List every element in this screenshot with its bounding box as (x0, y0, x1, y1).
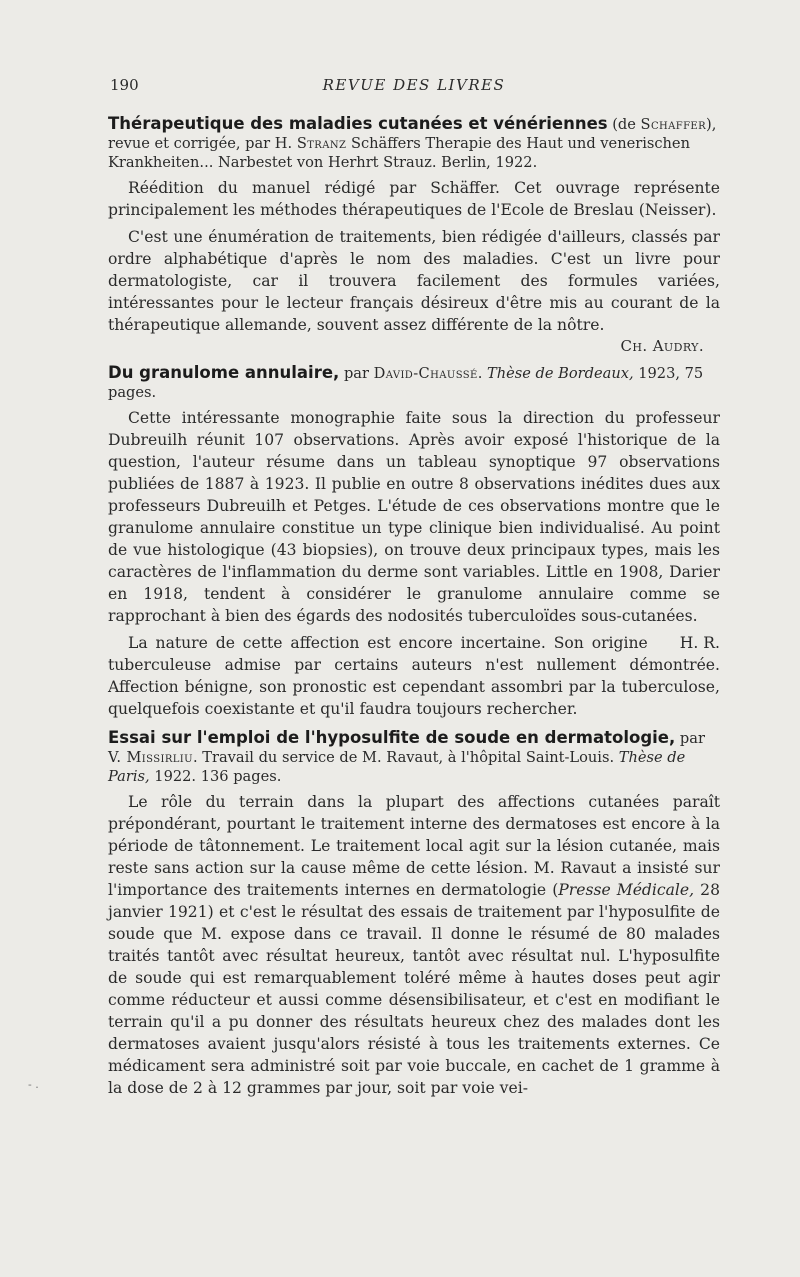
review-heading: Essai sur l'emploi de l'hyposulfite de soude en dermatologie, par V. Missirliu. Travail du service de M. Ravaut, à l'hôpital Saint-Louis. Thèse de Paris, 1922. 136 pages. (108, 728, 705, 785)
review-author: David-Chaussé (373, 365, 478, 382)
review-signature: Ch. Audry. (620, 337, 704, 355)
page-header (108, 74, 720, 98)
review-source: Thèse de Paris, (108, 749, 686, 785)
page-number: 190 (110, 76, 139, 94)
review-paragraph: Cette intéressante monographie faite sous la direction du professeur Dubreuilh réunit 107 observations. Après avoir exposé l'historique de la question, l'auteur résume dans un tableau synoptique 97 observations publiées de 1887 à 1923. Il publie en outre 8 observations inédites dues aux professeurs Dubreuilh et Petges. L'étude de ces observations montre que le granulome annulaire constitue un type clinique bien individualisé. Au point de vue histologique (43 biopsies), on trouve deux principaux types, mais les caractères de l'inflammation du derme sont variables. Little en 1908, Darier en 1918, tendent à considérer le granulome annulaire comme se rapprochant à bien des égards des nodosités tuberculoïdes sous-cutanées. (108, 409, 720, 625)
review-paragraph: Le rôle du terrain dans la plupart des affections cutanées paraît prépondérant, pourtant le traitement interne des dermatoses est encore à la période de tâtonnement. Le traitement local agit sur la lésion cutanée, mais reste sans action sur la cause même de cette lésion. M. Ravaut a insisté sur l'importance des traitements internes en dermatologie (Presse Médicale, 28 janvier 1921) et c'est le résultat des essais de traitement par l'hyposulfite de soude que M. expose dans ce travail. Il donne le résumé de 80 malades traités tantôt avec résultat heureux, tantôt avec résultat nul. L'hyposulfite de soude qui est remarquablement toléré même à hautes doses peut agir comme réducteur et aussi comme désensibilisateur, et c'est en modifiant le terrain qu'il a pu donner des résultats heureux chez des malades dont les dermatoses avaient jusqu'alors résisté à tous les traitements externes. Ce médicament sera administré soit par voie buccale, en cachet de 1 gramme à la dose de 2 à 12 grammes par jour, soit par voie vei- (108, 793, 720, 1097)
review-author: Schaffer (640, 116, 707, 133)
review-paragraph: Réédition du manuel rédigé par Schäffer. Cet ouvrage représente principalement les méthodes thérapeutiques de l'Ecole de Breslau (Neisser). (108, 179, 720, 219)
review-reviser: Stranz (296, 135, 347, 152)
margin-mark: - . (28, 1078, 39, 1091)
review-therapeutique (108, 114, 720, 355)
review-source: Thèse de Bordeaux, (487, 365, 634, 382)
running-title (108, 76, 720, 94)
book-page (108, 74, 720, 1099)
review-heading: Thérapeutique des maladies cutanées et vénériennes (de Schaffer), revue et corrigée, par H. Stranz Schäffers Therapie des Haut und venerischen Krankheiten... Narbestet von Herhrt Strauz. Berlin, 1922. (108, 114, 717, 171)
cited-journal: Presse Médicale, (558, 881, 695, 899)
review-title: Thérapeutique des maladies cutanées et vénériennes (108, 114, 608, 133)
review-title: Du granulome annulaire, (108, 363, 340, 382)
review-paragraph-with-signature: H. R. La nature de cette affection est encore incertaine. Son origine tuberculeuse admise par certains auteurs n'est nullement démontrée. Affection bénigne, son pronostic est cependant assombri par la tuberculose, quelquefois coexistante et qu'il faudra toujours rechercher. (108, 634, 720, 718)
review-paragraph: C'est une énumération de traitements, bien rédigée d'ailleurs, classés par ordre alphabétique d'après le nom des maladies. C'est un livre pour dermatologiste, car il trouvera facilement des formules variées, intéressantes pour le lecteur français désireux d'être mis au courant de la thérapeutique allemande, souvent assez différente de la nôtre. (108, 228, 720, 334)
review-hyposulfite (108, 728, 720, 1099)
review-granulome (108, 363, 720, 720)
review-title: Essai sur l'emploi de l'hyposulfite de soude en dermatologie, (108, 728, 676, 747)
running-title-text: REVUE DES LIVRES (322, 76, 506, 94)
review-author: V. Missirliu (108, 749, 193, 766)
review-heading: Du granulome annulaire, par David-Chaussé. Thèse de Bordeaux, 1923, 75 pages. (108, 363, 704, 401)
review-signature: H. R. (679, 634, 720, 652)
